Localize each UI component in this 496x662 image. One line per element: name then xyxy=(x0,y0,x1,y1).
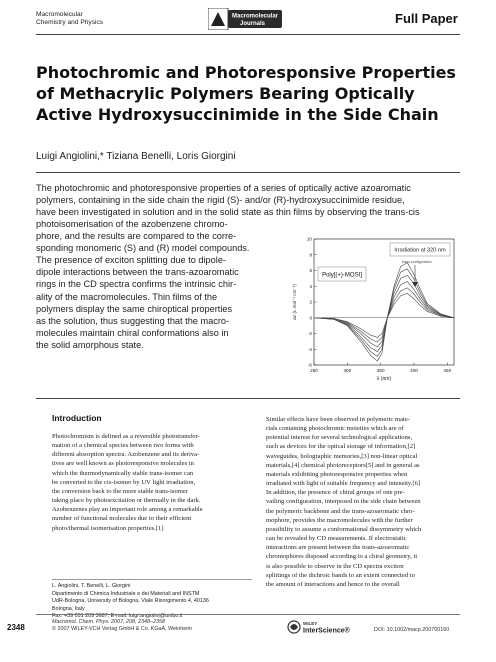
body-line: such as devices for the optical storage of information,[2] xyxy=(266,443,416,451)
abstract-line: photoisomerisation of the azobenzene chromo- xyxy=(36,219,228,229)
intro-line: Azobenzenes play an important role among a remarkable xyxy=(52,506,203,514)
x-tick-label: 300 xyxy=(343,368,352,373)
affiliation-line: UdR-Bologna, University of Bologna, Viale Risorgimento 4, 40136 xyxy=(52,598,209,604)
abstract-rule xyxy=(36,398,460,399)
body-line: the amount of interactions and hence to the overall xyxy=(266,580,400,588)
cd-spectra-chart xyxy=(290,233,460,383)
body-line: materials,[4] chemical photoreceptors[5] and in general as xyxy=(266,461,420,469)
abstract-line: rings in the CD spectra confirms the intrinsic chir- xyxy=(36,279,237,290)
intro-text xyxy=(52,432,252,533)
abstract-line: ality of the macromolecules. Thin films of the xyxy=(36,291,218,302)
intro-line: the conversion back to the more stable trans-isomer xyxy=(52,487,189,495)
plot-frame xyxy=(314,239,454,365)
journal-name xyxy=(36,11,103,27)
intro-line: be converted to the cis-isomer by UV light irradiation, xyxy=(52,478,196,486)
title-line: Active Hydroxysuccinimide in the Side Chain xyxy=(36,105,439,124)
section-heading-introduction: Introduction xyxy=(52,413,102,423)
logo-text-line2: Journals xyxy=(240,21,266,27)
intro-line: which the thermodynamically stable trans-isomer can xyxy=(52,469,194,477)
body-line: mophore, provides the macromolecules with the further xyxy=(266,516,413,524)
abstract-line: The photochromic and photoresponsive properties of a series of optically active azoaromatic xyxy=(36,183,411,193)
body-line: waveguides, holographic memories,[3] non-linear optical xyxy=(266,452,418,460)
logo-text-line1: Macromolecular xyxy=(232,13,279,20)
abstract-line: have been investigated in solution and in the solid state as thin films by observing the trans-cis xyxy=(36,207,420,218)
journal-logo xyxy=(208,8,282,30)
y-tick-label: -4 xyxy=(307,346,312,352)
body-line: vailing configuration, interposed in the side chain between xyxy=(266,498,421,506)
y-tick-label: 10 xyxy=(306,236,312,242)
body-line: materials exhibiting photoresponsive properties when xyxy=(266,470,408,478)
body-line: In addition, the presence of chiral groups of one pre- xyxy=(266,489,405,497)
abstract-line: sponding monomeric (S) and (R) model compounds. xyxy=(36,243,250,254)
y-tick-label: 6 xyxy=(309,268,312,274)
intro-line: different absorption spectra. Azobenzene and its deriva- xyxy=(52,451,200,459)
abstract-line: polymers display the same chiroptical properties xyxy=(36,303,233,314)
x-tick-label: 350 xyxy=(376,368,385,373)
intro-line: mation of a chemical species between two forms with xyxy=(52,442,194,450)
body-line: Similar effects have been observed in polymeric mate- xyxy=(266,416,410,423)
abstract-line: molecules maintain chiral conformations also in xyxy=(36,327,229,338)
body-line: chromophores disposed according to a chiral geometry, it xyxy=(266,553,418,561)
x-tick-label: 400 xyxy=(410,368,418,373)
abstract-wrapped xyxy=(36,218,249,351)
abstract-line: The presence of exciton splitting due to dipole- xyxy=(36,255,226,266)
y-axis-label: Δε (L mol⁻¹ cm⁻¹) xyxy=(292,284,297,320)
abstract-line: the solid amorphous state. xyxy=(36,339,144,350)
header-rule xyxy=(36,34,460,35)
title-line: of Methacrylic Polymers Bearing Optically xyxy=(36,84,415,103)
affiliation-line: Bologna, Italy xyxy=(52,605,85,612)
body-line: rials containing photochromic moieties which are of xyxy=(266,425,404,433)
footer-citation xyxy=(52,619,192,633)
intro-line: number of functional molecules due to their efficient xyxy=(52,515,192,523)
author-list: Luigi Angiolini,* Tiziana Benelli, Loris Giorgini xyxy=(36,151,236,162)
right-column-text xyxy=(266,415,466,589)
graphic-label: Poly[(+)-MOSI] xyxy=(322,272,362,279)
intro-line: tives are well known as photoresponsive molecules in xyxy=(52,460,194,468)
affiliation-line: Dipartimento di Chimica Industriale e dei Materiali and INSTM xyxy=(52,590,200,597)
body-line: splittings of the dichroic bands to an extent connected to xyxy=(266,571,415,579)
body-line: is also possible to observe in the CD spectra exciton xyxy=(266,562,404,570)
page-number: 2348 xyxy=(7,623,25,632)
body-line: possibility to assume a conformational dissymmetry which xyxy=(266,525,422,533)
annotation-subtext: trans configuration xyxy=(402,260,432,264)
body-line: irradiated with light of suitable frequency and intensity.[6] xyxy=(266,480,421,488)
body-line: interactions are present between the trans-azoaromatic xyxy=(266,544,410,552)
body-line: potential interest for several technological applications, xyxy=(266,434,413,442)
y-tick-label: 0 xyxy=(309,315,312,321)
body-line: can be revealed by CD measurements. If electrostatic xyxy=(266,535,407,543)
y-tick-label: -2 xyxy=(307,331,312,337)
abstract-line: as the solution, thus suggesting that the macro- xyxy=(36,315,230,326)
y-tick-label: 8 xyxy=(309,252,312,258)
y-tick-label: 4 xyxy=(309,283,312,289)
wiley-interscience-logo xyxy=(287,618,369,636)
publisher-platform: InterScience® xyxy=(303,627,350,635)
citation-line: Macromol. Chem. Phys. 2007, 208, 2348–2358 xyxy=(52,619,165,625)
abstract-line: dipole interactions between the trans-azoaromatic xyxy=(36,267,239,278)
publisher-name: WILEY xyxy=(303,621,318,626)
abstract-full-width xyxy=(36,182,420,218)
journal-name-line1: Macromolecular xyxy=(36,11,83,18)
x-tick-label: 250 xyxy=(310,368,318,373)
abstract-line: phore, and the results are compared to the corre- xyxy=(36,231,237,242)
abstract-line: polymers, containing in the side chain the rigid (S)- and/or (R)-hydroxysuccinimide residue, xyxy=(36,195,405,206)
title-line: Photochromic and Photoresponsive Properties xyxy=(36,63,456,82)
intro-line: taking place by photoexcitation or thermally in the dark. xyxy=(52,497,201,505)
annotation-text: Irradiation at 320 nm xyxy=(394,247,446,254)
x-axis-label: λ (nm) xyxy=(376,376,392,382)
journal-name-line2: Chemistry and Physics xyxy=(36,19,104,26)
footer-rule xyxy=(36,614,460,615)
y-tick-label: -6 xyxy=(307,362,312,368)
paper-type: Full Paper xyxy=(395,11,458,26)
doi: DOI: 10.1002/macp.200700160 xyxy=(374,627,450,633)
intro-line: Photochromism is defined as a reversible phototransfor- xyxy=(52,433,200,440)
affiliation-line: Fax: +39 051 209 3687; E-mail: luigi.angiolini@unibo.it xyxy=(52,613,183,619)
article-title xyxy=(36,62,466,125)
intro-line: photo/thermal isomerisation properties.[1] xyxy=(52,524,164,532)
title-rule xyxy=(36,172,460,173)
affiliation-rule xyxy=(52,579,252,580)
x-tick-label: 450 xyxy=(443,368,452,373)
affiliation-line: L. Angiolini, T. Benelli, L. Giorgini xyxy=(52,583,131,589)
body-line: the polymeric backbone and the trans-azoaromatic chro- xyxy=(266,507,415,515)
y-tick-label: 2 xyxy=(309,299,312,305)
copyright-line: © 2007 WILEY-VCH Verlag GmbH & Co. KGaA, Weinheim xyxy=(52,626,192,632)
